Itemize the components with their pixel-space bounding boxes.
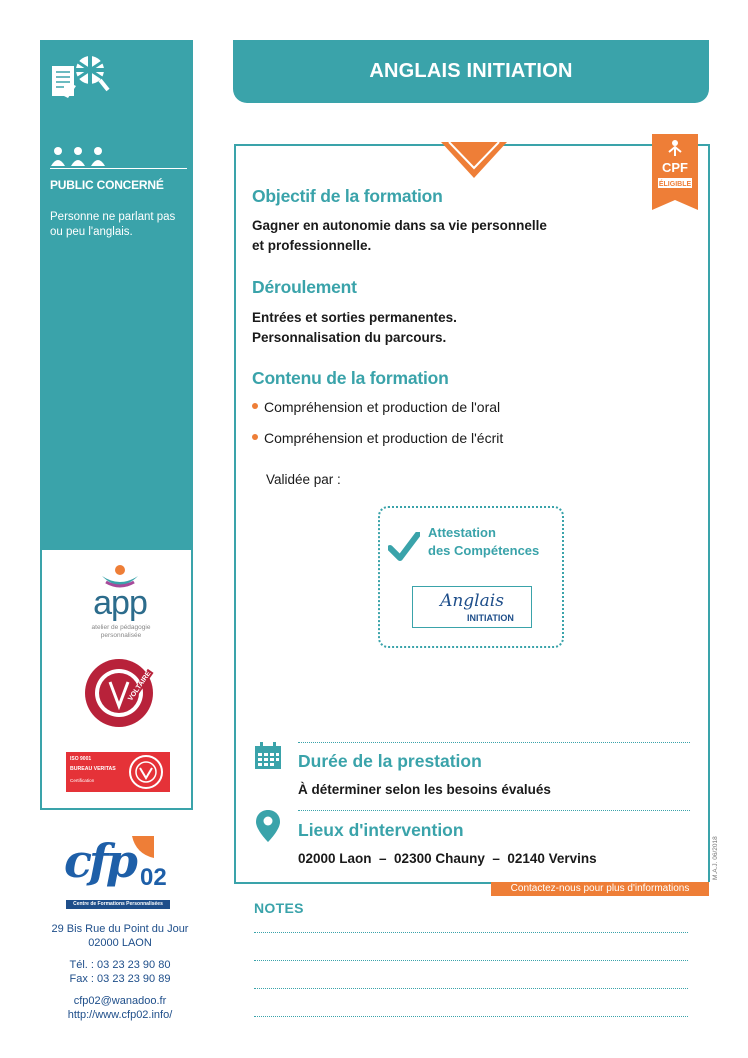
address-email[interactable]: cfp02@wanadoo.fr bbox=[73, 995, 167, 1007]
public-text: Personne ne parlant pas ou peu l'anglais. bbox=[50, 211, 176, 238]
check-icon bbox=[388, 532, 420, 562]
cpf-sub: ÉLIGIBLE bbox=[658, 181, 692, 188]
anglais-initiation-label bbox=[412, 586, 532, 628]
objectif-heading: Objectif de la formation bbox=[252, 186, 443, 206]
calendar-icon bbox=[254, 742, 282, 770]
lieux-text: 02000 Laon – 02300 Chauny – 02140 Vervins bbox=[298, 851, 597, 866]
document-flag-icon bbox=[50, 52, 110, 102]
list-item: Compréhension et production de l'oral bbox=[252, 399, 500, 415]
separator bbox=[298, 810, 690, 811]
app-tagline: atelier de pédagogie personnalisée bbox=[91, 624, 151, 639]
sidebar-teal-panel bbox=[42, 42, 191, 550]
orange-notch-icon bbox=[441, 142, 507, 182]
note-line[interactable] bbox=[254, 960, 688, 961]
voltaire-word: VOLTAIRE bbox=[127, 670, 153, 703]
cpf-badge-icon bbox=[652, 134, 698, 210]
address-line1: 29 Bis Rue du Point du Jour bbox=[51, 923, 189, 935]
voltaire-logo bbox=[82, 656, 156, 730]
page-title: ANGLAIS INITIATION bbox=[369, 60, 573, 82]
cfp-number: 02 bbox=[140, 864, 167, 891]
anglais-sub: INITIATION bbox=[467, 613, 514, 623]
anglais-script: Anglais bbox=[440, 591, 504, 611]
bv-seal-icon bbox=[128, 754, 164, 790]
app-word: app bbox=[93, 584, 147, 622]
address-web[interactable]: http://www.cfp02.info/ bbox=[67, 1009, 173, 1021]
bv-cert: Certification bbox=[70, 778, 95, 783]
public-title: PUBLIC CONCERNÉ bbox=[50, 178, 164, 192]
cfp-orange-shape-icon bbox=[132, 836, 154, 858]
objectif-line1: Gagner en autonomie dans sa vie personnelle bbox=[252, 218, 547, 233]
contenu-heading: Contenu de la formation bbox=[252, 368, 449, 388]
attestation-card bbox=[378, 506, 564, 648]
notes-title: NOTES bbox=[254, 900, 304, 916]
bv-iso: ISO 9001 bbox=[70, 756, 92, 762]
address-tel: Tél. : 03 23 23 90 80 bbox=[69, 959, 171, 971]
note-line[interactable] bbox=[254, 932, 688, 933]
cfp-word: cfp bbox=[64, 834, 135, 888]
address-fax: Fax : 03 23 23 90 89 bbox=[69, 973, 171, 985]
validee-label: Validée par : bbox=[266, 472, 341, 487]
title-banner bbox=[233, 40, 709, 103]
sidebar bbox=[40, 40, 193, 810]
location-pin-icon bbox=[256, 810, 280, 842]
note-line[interactable] bbox=[254, 988, 688, 989]
bullet-dot-icon bbox=[252, 434, 258, 440]
sidebar-divider bbox=[50, 168, 187, 169]
lieux-heading: Lieux d'intervention bbox=[298, 820, 464, 840]
duree-text: À déterminer selon les besoins évalués bbox=[298, 782, 551, 797]
deroulement-line1: Entrées et sorties permanentes. bbox=[252, 310, 457, 325]
cfp-tagline: Centre de Formations Personnalisées bbox=[66, 900, 170, 909]
address-block bbox=[30, 922, 210, 1022]
people-icon bbox=[50, 146, 110, 168]
separator bbox=[298, 742, 690, 743]
bullet-dot-icon bbox=[252, 403, 258, 409]
deroulement-heading: Déroulement bbox=[252, 277, 357, 297]
note-line[interactable] bbox=[254, 1016, 688, 1017]
contact-band: Contactez-nous pour plus d'informations bbox=[491, 882, 709, 896]
content-box bbox=[234, 144, 710, 882]
address-line2: 02000 LAON bbox=[88, 937, 152, 949]
attestation-text: Attestation des Compétences bbox=[428, 525, 540, 558]
objectif-line2: et professionnelle. bbox=[252, 238, 372, 253]
app-logo bbox=[80, 564, 160, 642]
content-bottom-rule bbox=[234, 882, 492, 884]
bv-name: BUREAU VERITAS bbox=[70, 766, 116, 772]
list-item: Compréhension et production de l'écrit bbox=[252, 430, 503, 446]
bureau-veritas-logo bbox=[66, 752, 170, 792]
duree-heading: Durée de la prestation bbox=[298, 751, 482, 771]
cpf-label: CPF bbox=[662, 160, 688, 175]
cfp-logo bbox=[64, 834, 176, 914]
update-date: M.A.J. 06/2018 bbox=[712, 836, 719, 880]
deroulement-line2: Personnalisation du parcours. bbox=[252, 330, 447, 345]
